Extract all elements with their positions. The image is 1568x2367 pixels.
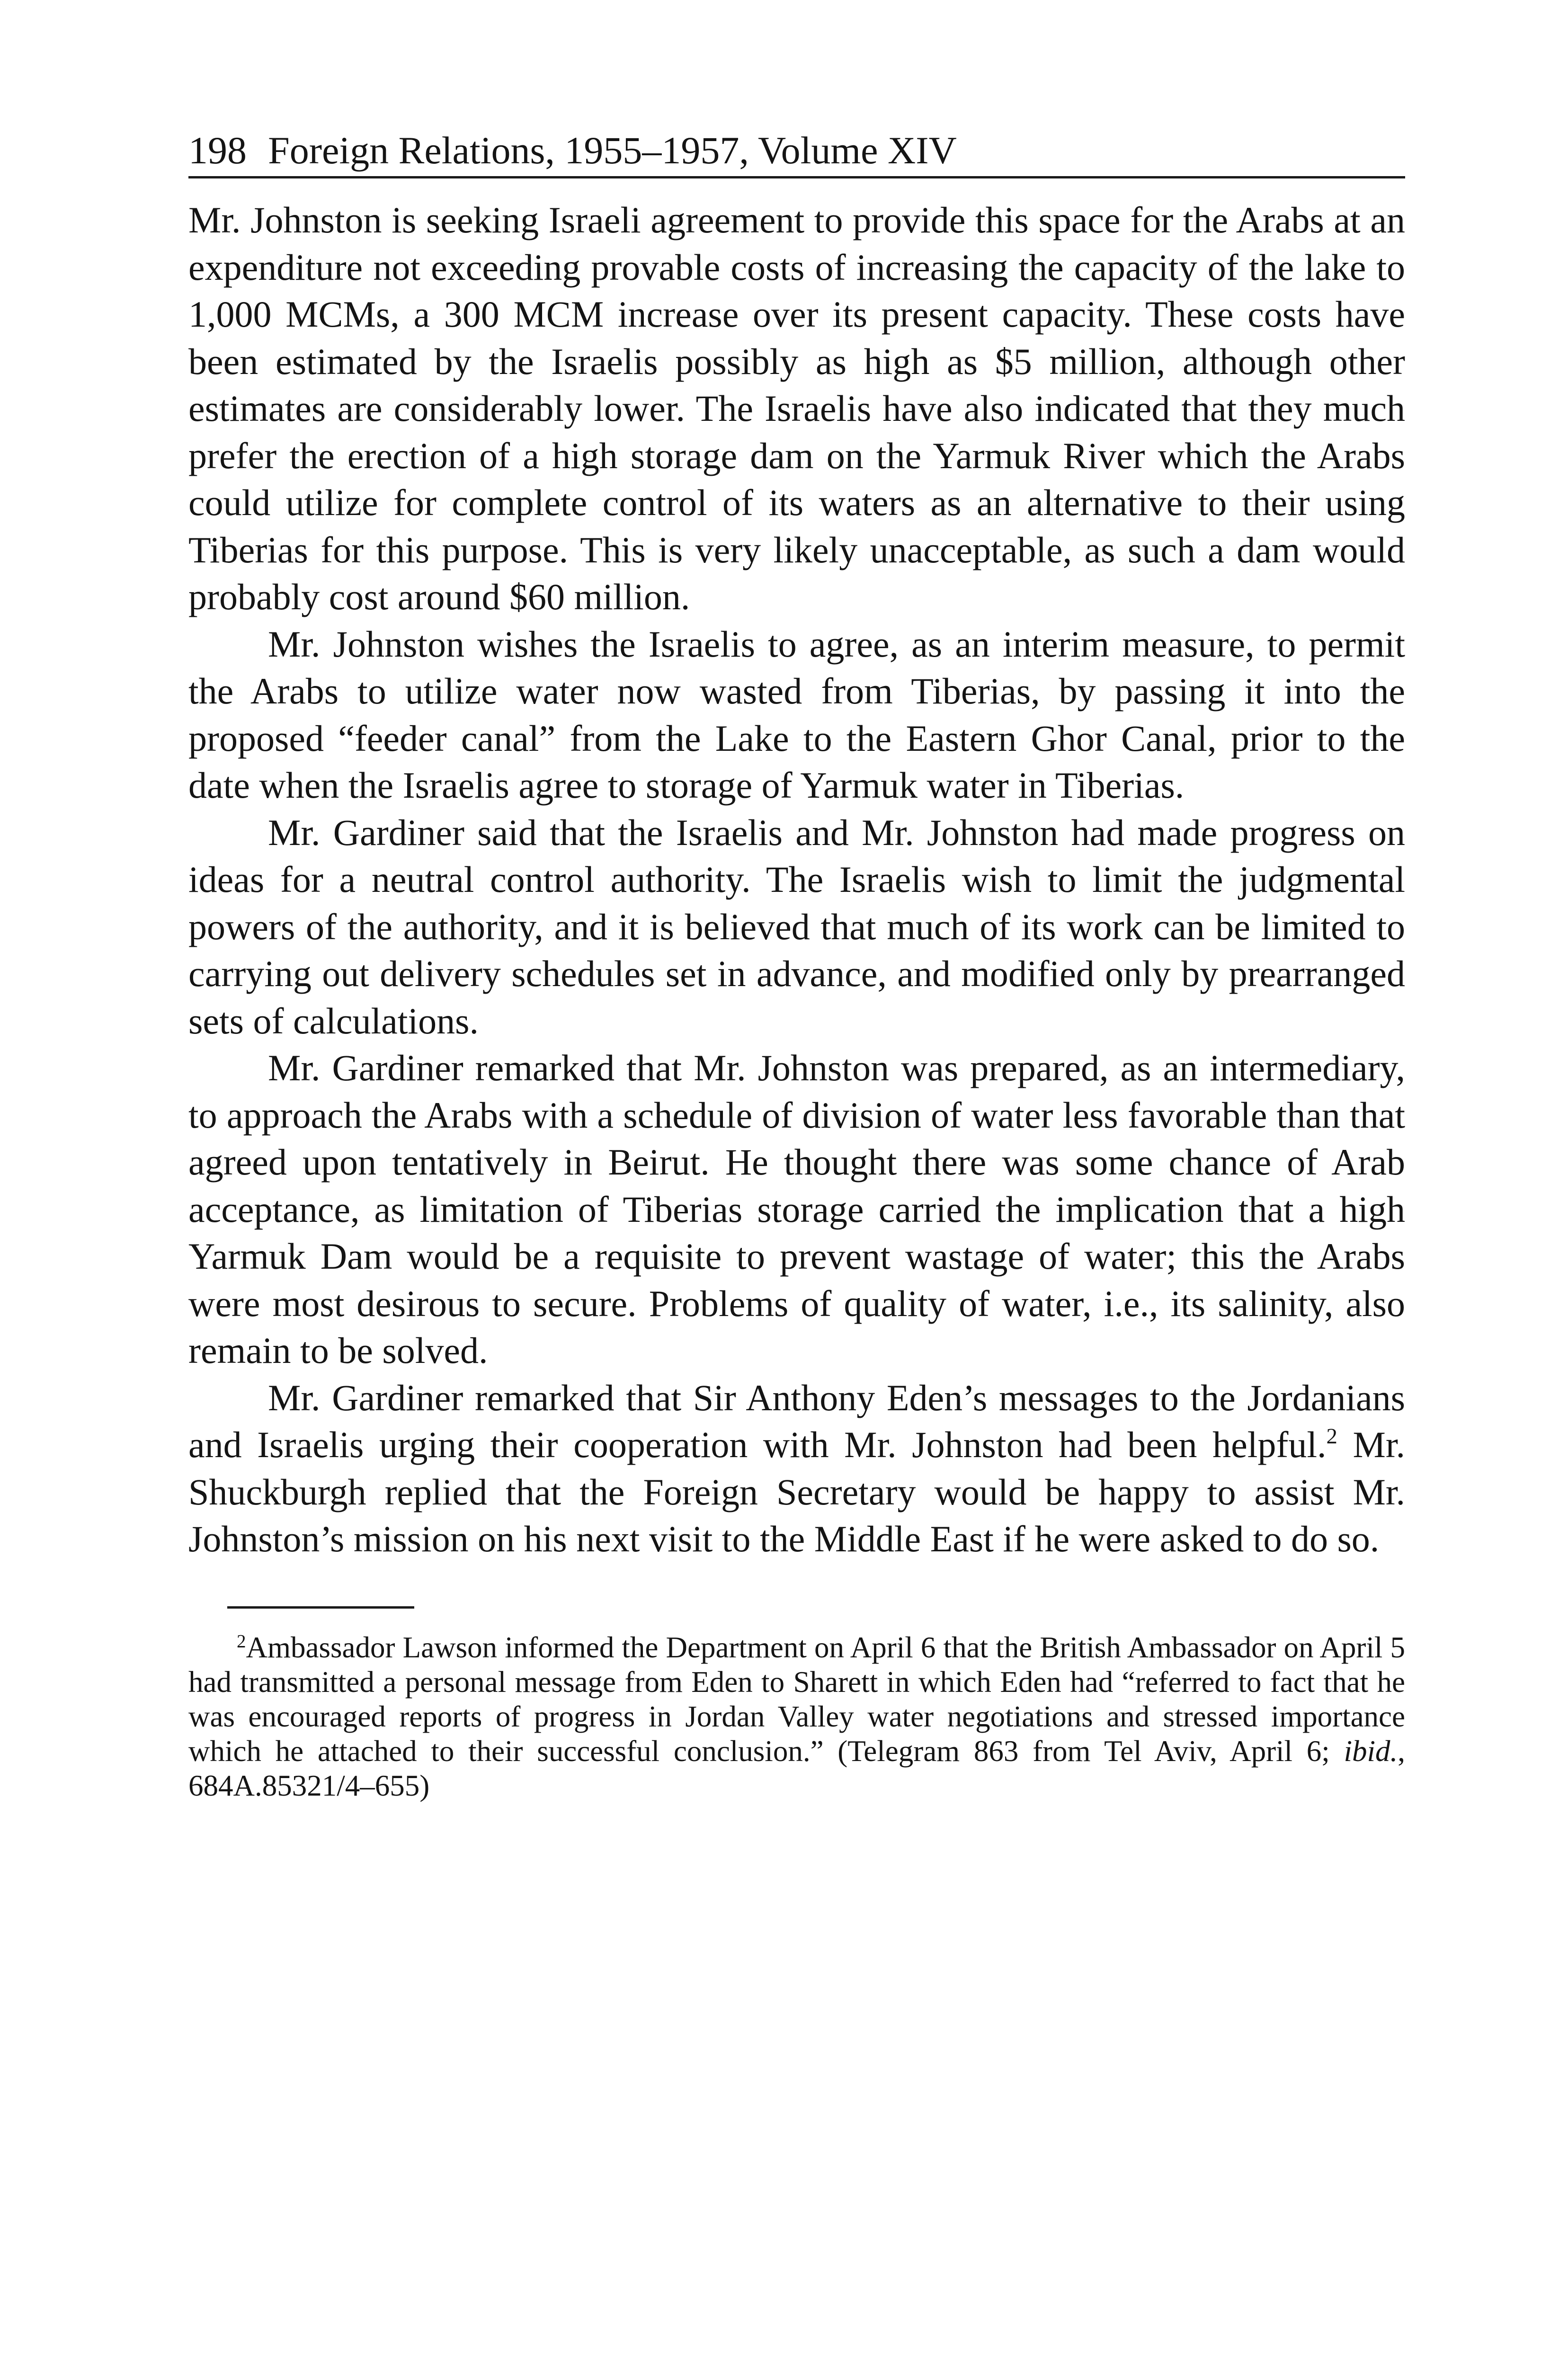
paragraph-5-text-after-ref: Mr. Shuckburgh replied that the Foreign Secretary would be happy to assist Mr. Johnston’s mission on his next visit to the Middle East if he were asked to do so. bbox=[188, 1424, 1405, 1559]
body-text bbox=[188, 196, 1405, 1563]
paragraph-5-text-before-ref: Mr. Gardiner remarked that Sir Anthony Eden’s messages to the Jordanians and Israelis urging their cooperation with Mr. Johnston had been helpful. bbox=[188, 1377, 1405, 1465]
paragraph-4: Mr. Gardiner remarked that Mr. Johnston was prepared, as an intermediary, to approach the Arabs with a schedule of division of water less favorable than that agreed upon tentatively in Beirut. He thought there was some chance of Arab acceptance, as limitation of Tiberias storage carried the implication that a high Yarmuk Dam would be a requisite to prevent wastage of water; this the Arabs were most desirous to secure. Problems of quality of water, i.e., its salinity, also remain to be solved. bbox=[188, 1047, 1405, 1371]
running-title: Foreign Relations, 1955–1957, Volume XIV bbox=[268, 129, 957, 172]
paragraph-2: Mr. Johnston wishes the Israelis to agree, as an interim measure, to permit the Arabs to utilize water now wasted from Tiberias, by passing it into the proposed “feeder canal” from the Lake to the Eastern Ghor Canal, prior to the date when the Israelis agree to storage of Yarmuk water in Tiberias. bbox=[188, 623, 1405, 806]
footnote-text: Ambassador Lawson informed the Department on April 6 that the British Ambassador on April 5 had transmitted a personal message from Eden to Sharett in which Eden had “referred to fact that he was encouraged reports of progress in Jordan Valley water negotiations and stressed importance which he attached to their successful conclusion.” (Telegram 863 from Tel Aviv, April 6; bbox=[188, 1630, 1405, 1768]
paragraph-1: Mr. Johnston is seeking Israeli agreement to provide this space for the Arabs at an expenditure not exceeding provable costs of increasing the capacity of the lake to 1,000 MCMs, a 300 MCM increase over its present capacity. These costs have been estimated by the Israelis possibly as high as $5 million, although other estimates are considerably lower. The Israelis have also indicated that they much prefer the erection of a high storage dam on the Yarmuk River which the Arabs could utilize for complete control of its waters as an alternative to their using Tiberias for this purpose. This is very likely unacceptable, as such a dam would probably cost around $60 million. bbox=[188, 199, 1405, 617]
footnote-2 bbox=[188, 1630, 1405, 1803]
footnotes bbox=[188, 1630, 1405, 1803]
document-page bbox=[188, 128, 1405, 1803]
paragraph-3: Mr. Gardiner said that the Israelis and Mr. Johnston had made progress on ideas for a neutral control authority. The Israelis wish to limit the judgmental powers of the authority, and it is believed that much of its work can be limited to carrying out delivery schedules set in advance, and modified only by prearranged sets of calculations. bbox=[188, 811, 1405, 1041]
footnote-citation: , 684A.85321/4–655) bbox=[188, 1734, 1405, 1802]
paragraph-5 bbox=[188, 1374, 1405, 1563]
footnote-ibid: ibid. bbox=[1344, 1734, 1398, 1768]
footnote-marker: 2 bbox=[237, 1631, 246, 1652]
running-header bbox=[188, 128, 1405, 178]
footnote-reference: 2 bbox=[1326, 1424, 1337, 1449]
page-number: 198 bbox=[188, 129, 247, 172]
footnote-divider bbox=[227, 1606, 414, 1609]
